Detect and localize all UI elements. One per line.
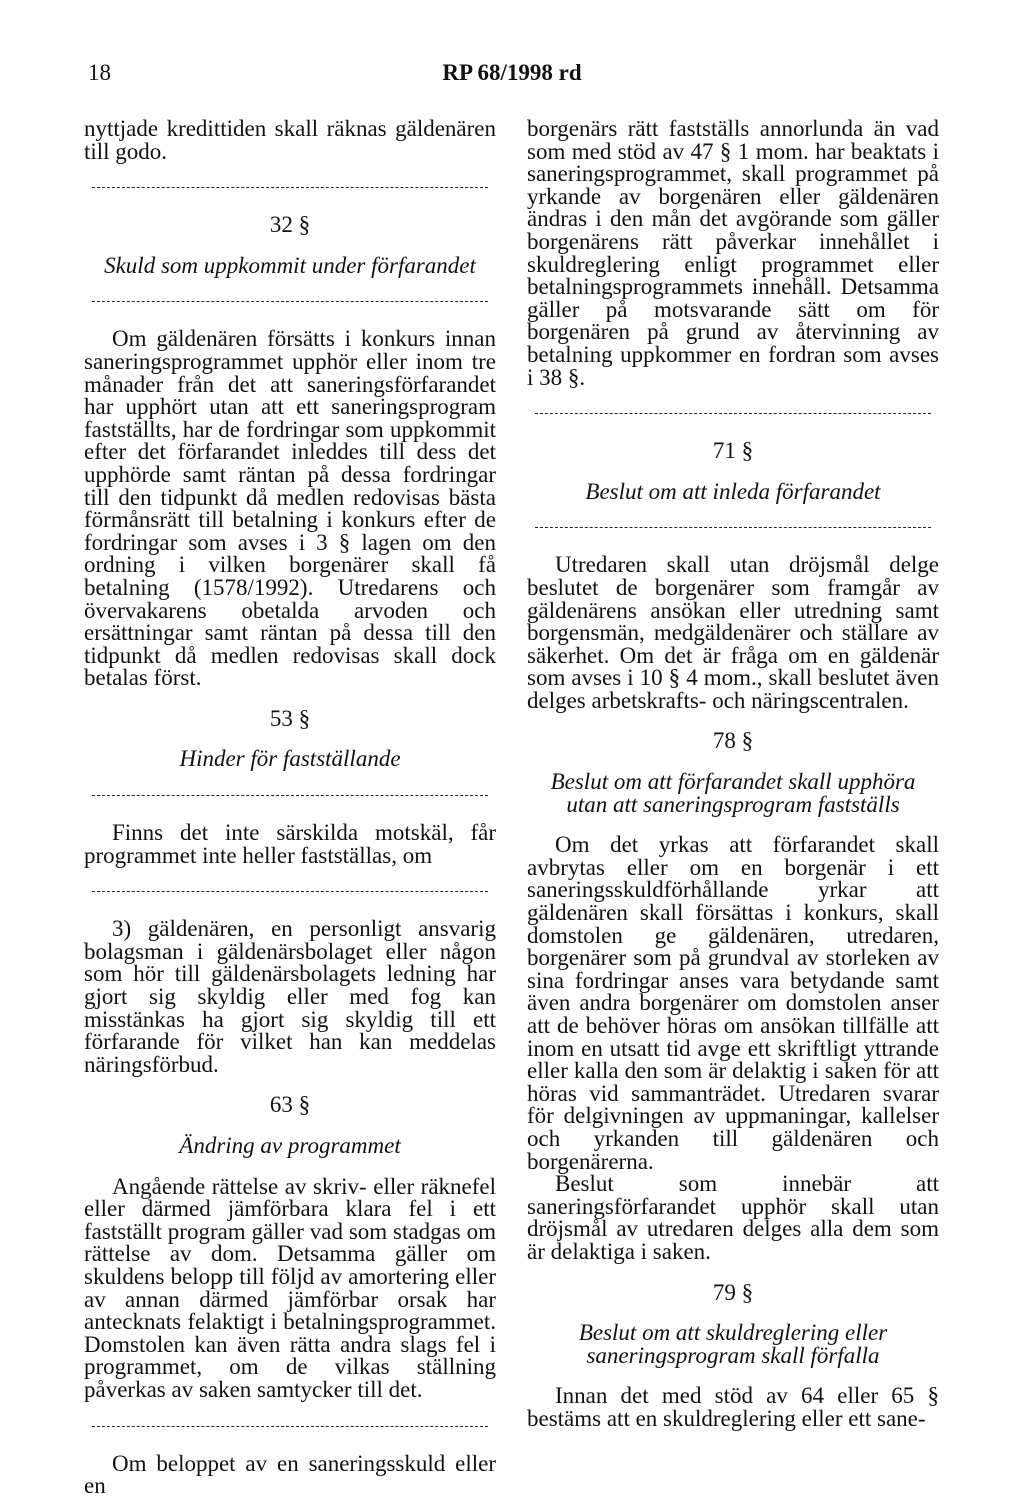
paragraph: Utredaren skall utan dröjsmål delge beslutet de borgenärer som framgår av gäldenärens ansökan eller utredning samt borgensmän, medgäldenärer och ställare av säkerhet. Om det är fråga om en gäldenär som avses i 10 § 4 mom., skall beslutet även delges arbetskrafts- och näringscentralen. [527, 552, 939, 713]
page-header [0, 60, 1024, 92]
running-title: RP 68/1998 rd [442, 60, 582, 85]
omission-divider [92, 891, 488, 892]
section-title: Beslut om att skuldreglering eller saneringsprogram skall förfalla [578, 1320, 888, 1368]
paragraph: Innan det med stöd av 64 eller 65 § bestäms att en skuldreglering eller ett sane- [527, 1383, 939, 1431]
section-number: 79 § [712, 1279, 754, 1305]
omission-divider [92, 187, 488, 188]
section-title: Beslut om att förfarandet skall upphöra utan att saneringsprogram fastställs [550, 769, 916, 817]
omission-divider [535, 527, 931, 528]
section-number: 71 § [712, 438, 754, 464]
section-title: Ändring av programmet [179, 1133, 401, 1158]
paragraph: 3) gäldenären, en personligt ansvarig bolagsman i gäldenärsbolaget eller någon som hör till gäldenärsbolagets ledning har gjort sig skyldig eller med fog kan misstänkas ha gjort sig skyldig till ett förfarande för vilket han kan meddelas näringsförbud. [84, 916, 496, 1077]
paragraph: Beslut som innebär att saneringsförfarandet upphör skall utan dröjsmål av utredaren delges alla dem som är delaktiga i saken. [527, 1171, 939, 1264]
paragraph: Om beloppet av en saneringsskuld eller en [84, 1450, 496, 1498]
section-title: Beslut om att inleda förfarandet [585, 478, 881, 504]
section-number: 32 § [269, 212, 311, 238]
paragraph: Om gäldenären försätts i konkurs innan saneringsprogrammet upphör eller inom tre månader från det att saneringsförfarandet har upphört utan att ett saneringsprogram fastställts, har de fordringar som uppkommit efter det förfarandet inleddes till dess det upphörde samt räntan på dessa fordringar till den tidpunkt då medlen redovisas bästa förmånsrätt till betalning i konkurs efter de fordringar som avses i 3 § lagen om den ordning i vilken borgenärer skall få betalning (1578/1992). Utredarens och övervakarens obetalda arvoden och ersättningar samt räntan på dessa till den tidpunkt då medlen redovisas skall dock betalas först. [84, 326, 496, 691]
section-number: 78 § [712, 728, 754, 754]
paragraph: Om det yrkas att förfarandet skall avbrytas eller om en borgenär i ett saneringsskuldförhållande yrkar att gäldenären skall försättas i konkurs, skall domstolen ge gäldenären, utredaren, borgenärer som på grundval av storleken av sina fordringar anses vara betydande samt även andra borgenärer om domstolen anser att de behöver höras om ansökan tillfälle att inom en utsatt tid avge ett skriftligt yttrande eller kalla den som är delaktig i saken för att höras vid sammanträdet. Utredaren svarar för delgivningen av uppmaningar, kallelser och yrkanden till gäldenären och borgenärerna. [527, 832, 939, 1174]
section-title: Skuld som uppkommit under förfarandet [104, 252, 476, 278]
paragraph: Angående rättelse av skriv- eller räknefel eller därmed jämförbara klara fel i ett fastställt program gäller vad som stadgas om rättelse av dom. Detsamma gäller om skuldens belopp till följd av amortering eller av annan därmed jämförbar orsak har antecknats felaktigt i betalningsprogrammet. Domstolen kan även rätta andra slags fel i programmet, om de vilkas ställning påverkas av saken samtycker till det. [84, 1173, 496, 1402]
section-number: 63 § [269, 1092, 311, 1118]
omission-divider [92, 301, 488, 302]
omission-divider [92, 795, 488, 796]
right-column [527, 118, 939, 1431]
section-title: Hinder för fastställande [179, 746, 401, 772]
left-column [84, 118, 496, 1498]
omission-divider [535, 413, 931, 414]
paragraph: borgenärs rätt fastställs annorlunda än vad som med stöd av 47 § 1 mom. har beaktats i saneringsprogrammet, skall programmet på yrkande av borgenären eller gäldenären ändras i den mån det avgörande som gäller borgenärens rätt påverkar innehållet i skuldreglering enligt programmet eller betalningsprogrammets innehåll. Detsamma gäller på motsvarande sätt om för borgenären på grund av återvinning av betalning uppkommer en fordran som avses i 38 §. [527, 116, 939, 390]
section-number: 53 § [269, 705, 311, 731]
page-number: 18 [88, 60, 111, 85]
paragraph: nyttjade kredittiden skall räknas gäldenären till godo. [84, 116, 496, 164]
paragraph: Finns det inte särskilda motskäl, får programmet inte heller fastställas, om [84, 820, 496, 868]
omission-divider [92, 1426, 488, 1427]
